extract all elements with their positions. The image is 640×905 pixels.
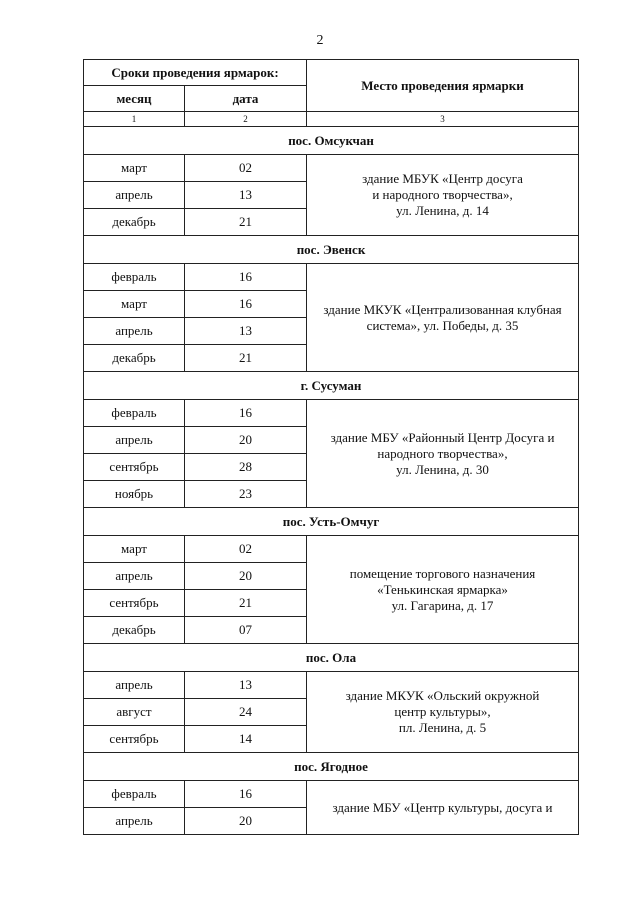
column-number-row: [84, 112, 579, 127]
header-terms: Сроки проведения ярмарок:: [84, 60, 307, 86]
place-line: здание МБУК «Центр досуга: [362, 171, 523, 186]
table-body: [84, 60, 579, 835]
place-line: здание МБУ «Районный Центр Досуга и: [330, 429, 555, 445]
section-title: пос. Эвенск: [84, 236, 579, 264]
place-cell: [307, 155, 579, 236]
section-row: [84, 644, 579, 672]
table-row: [84, 536, 579, 563]
month-cell: март: [84, 536, 185, 563]
place-line: ул. Ленина, д. 30: [396, 461, 489, 477]
month-cell: февраль: [84, 781, 185, 808]
date-cell: 13: [185, 318, 307, 345]
date-cell: 24: [185, 699, 307, 726]
place-line: система», ул. Победы, д. 35: [366, 317, 519, 333]
place-line: здание МКУК «Ольский окружной: [345, 688, 540, 703]
place-cell: [307, 781, 579, 835]
month-cell: апрель: [84, 182, 185, 209]
date-cell: 13: [185, 182, 307, 209]
month-cell: август: [84, 699, 185, 726]
month-cell: декабрь: [84, 209, 185, 236]
date-cell: 20: [185, 563, 307, 590]
section-title: пос. Усть-Омчуг: [84, 508, 579, 536]
date-cell: 13: [185, 672, 307, 699]
date-cell: 23: [185, 481, 307, 508]
place-cell: [307, 672, 579, 753]
table-row: [84, 400, 579, 427]
month-cell: сентябрь: [84, 726, 185, 753]
section-row: [84, 236, 579, 264]
place-line: ул. Гагарина, д. 17: [391, 597, 494, 613]
header-month: месяц: [84, 86, 185, 112]
date-cell: 21: [185, 590, 307, 617]
date-cell: 20: [185, 427, 307, 454]
place-line: «Тенькинская ярмарка»: [377, 581, 508, 597]
place-line: здание МБУ «Центр культуры, досуга и: [332, 799, 553, 815]
table-row: [84, 781, 579, 808]
month-cell: декабрь: [84, 345, 185, 372]
section-title: пос. Омсукчан: [84, 127, 579, 155]
header-date: дата: [185, 86, 307, 112]
date-cell: 28: [185, 454, 307, 481]
section-row: [84, 753, 579, 781]
date-cell: 21: [185, 345, 307, 372]
column-number-2: 2: [185, 112, 307, 127]
date-cell: 16: [185, 400, 307, 427]
month-cell: февраль: [84, 264, 185, 291]
header-row: [84, 60, 579, 86]
section-row: [84, 508, 579, 536]
date-cell: 07: [185, 617, 307, 644]
date-cell: 02: [185, 155, 307, 182]
date-cell: 20: [185, 808, 307, 835]
section-title: г. Сусуман: [84, 372, 579, 400]
month-cell: апрель: [84, 672, 185, 699]
month-cell: апрель: [84, 563, 185, 590]
section-title: пос. Ола: [84, 644, 579, 672]
column-number-1: 1: [84, 112, 185, 127]
table-row: [84, 672, 579, 699]
month-cell: апрель: [84, 808, 185, 835]
place-line: народного творчества»,: [377, 445, 508, 461]
place-line: пл. Ленина, д. 5: [398, 720, 487, 735]
month-cell: март: [84, 155, 185, 182]
month-cell: сентябрь: [84, 454, 185, 481]
column-number-3: 3: [307, 112, 579, 127]
month-cell: февраль: [84, 400, 185, 427]
place-line: ул. Ленина, д. 14: [396, 203, 489, 218]
month-cell: март: [84, 291, 185, 318]
place-line: центр культуры»,: [394, 704, 491, 719]
month-cell: сентябрь: [84, 590, 185, 617]
place-cell: [307, 264, 579, 372]
date-cell: 16: [185, 264, 307, 291]
section-row: [84, 372, 579, 400]
date-cell: 21: [185, 209, 307, 236]
section-title: пос. Ягодное: [84, 753, 579, 781]
table-row: [84, 155, 579, 182]
place-cell: [307, 400, 579, 508]
place-line: и народного творчества»,: [372, 187, 513, 202]
table-row: [84, 264, 579, 291]
month-cell: апрель: [84, 427, 185, 454]
header-place: Место проведения ярмарки: [307, 60, 579, 112]
month-cell: декабрь: [84, 617, 185, 644]
fair-schedule-table: [83, 59, 579, 835]
date-cell: 02: [185, 536, 307, 563]
month-cell: ноябрь: [84, 481, 185, 508]
date-cell: 16: [185, 781, 307, 808]
month-cell: апрель: [84, 318, 185, 345]
section-row: [84, 127, 579, 155]
place-line: помещение торгового назначения: [349, 565, 536, 581]
date-cell: 14: [185, 726, 307, 753]
page-number: 2: [316, 33, 324, 48]
date-cell: 16: [185, 291, 307, 318]
place-line: здание МКУК «Централизованная клубная: [323, 301, 562, 317]
place-cell: [307, 536, 579, 644]
